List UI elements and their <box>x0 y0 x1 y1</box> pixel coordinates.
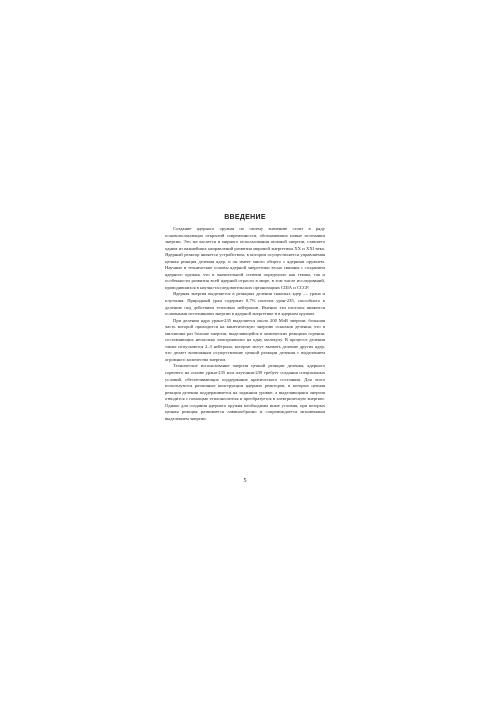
paragraph: Техническое использование энергии цепной реакции деления, ядерного горючего на основе урана-235 или плутония-239 требует создания специальных условий, обеспечивающих поддержание критического состояния. Для этого используются различные конструкции ядерных реакторов, в которых цепная реакция деления поддерживается на заданном уровне, а выделяющаяся энергия отводится с помощью теплоносителя и преобразуется в электрическую энергию. Однако для создания ядерного оружия необходимы иные условия, при которых цепная реакция развивается лавинообразно и сопровождается мгновенным выделением энергии. <box>165 363 325 421</box>
paragraph: При делении ядра урана-235 выделяется около 200 МэВ энергии, большая часть которой приходится на кинетическую энергию осколков деления, что в миллионы раз больше энергии, выделяющейся в химических реакциях горения, составляющих несколько электронвольт на одну молекулу. В процессе деления также испускаются 2–3 нейтрона, которые могут вызвать деление других ядер, что делает возможным осуществление цепной реакции деления с выделением огромного количества энергии. <box>165 317 325 362</box>
page-title: ВВЕДЕНИЕ <box>224 214 266 221</box>
paragraph: Создание ядерного оружия по своему значению стоит в ряду основополагающих открытий современности, обозначивших новые источники энергии. Это же касается и мирного использования атомной энергии, ставшего одним из важнейших направлений развития мировой энергетики XX и XXI века. Ядерный реактор является устройством, в котором осуществляется управляемая цепная реакция деления ядер, и он имеет много общего с ядерным оружием. Научные и технические основы ядерной энергетики тесно связаны с созданием ядерного оружия, что в значительной степени определило как темпы, так и особенности развития всей ядерной отрасли в мире, в том числе исследований, проводившихся в научно-исследовательских организациях США и СССР. <box>165 226 325 290</box>
paragraph: Ядерная энергия выделяется в реакциях деления тяжелых ядер — урана и плутония. Природный уран содержит 0,7% изотопа уран-235, способного к делению под действием тепловых нейтронов. Именно эти изотопы являются основными источниками энергии в ядерной энергетике и в ядерном оружии. <box>165 291 325 317</box>
page-number: 5 <box>243 478 247 484</box>
body-text <box>165 226 325 422</box>
